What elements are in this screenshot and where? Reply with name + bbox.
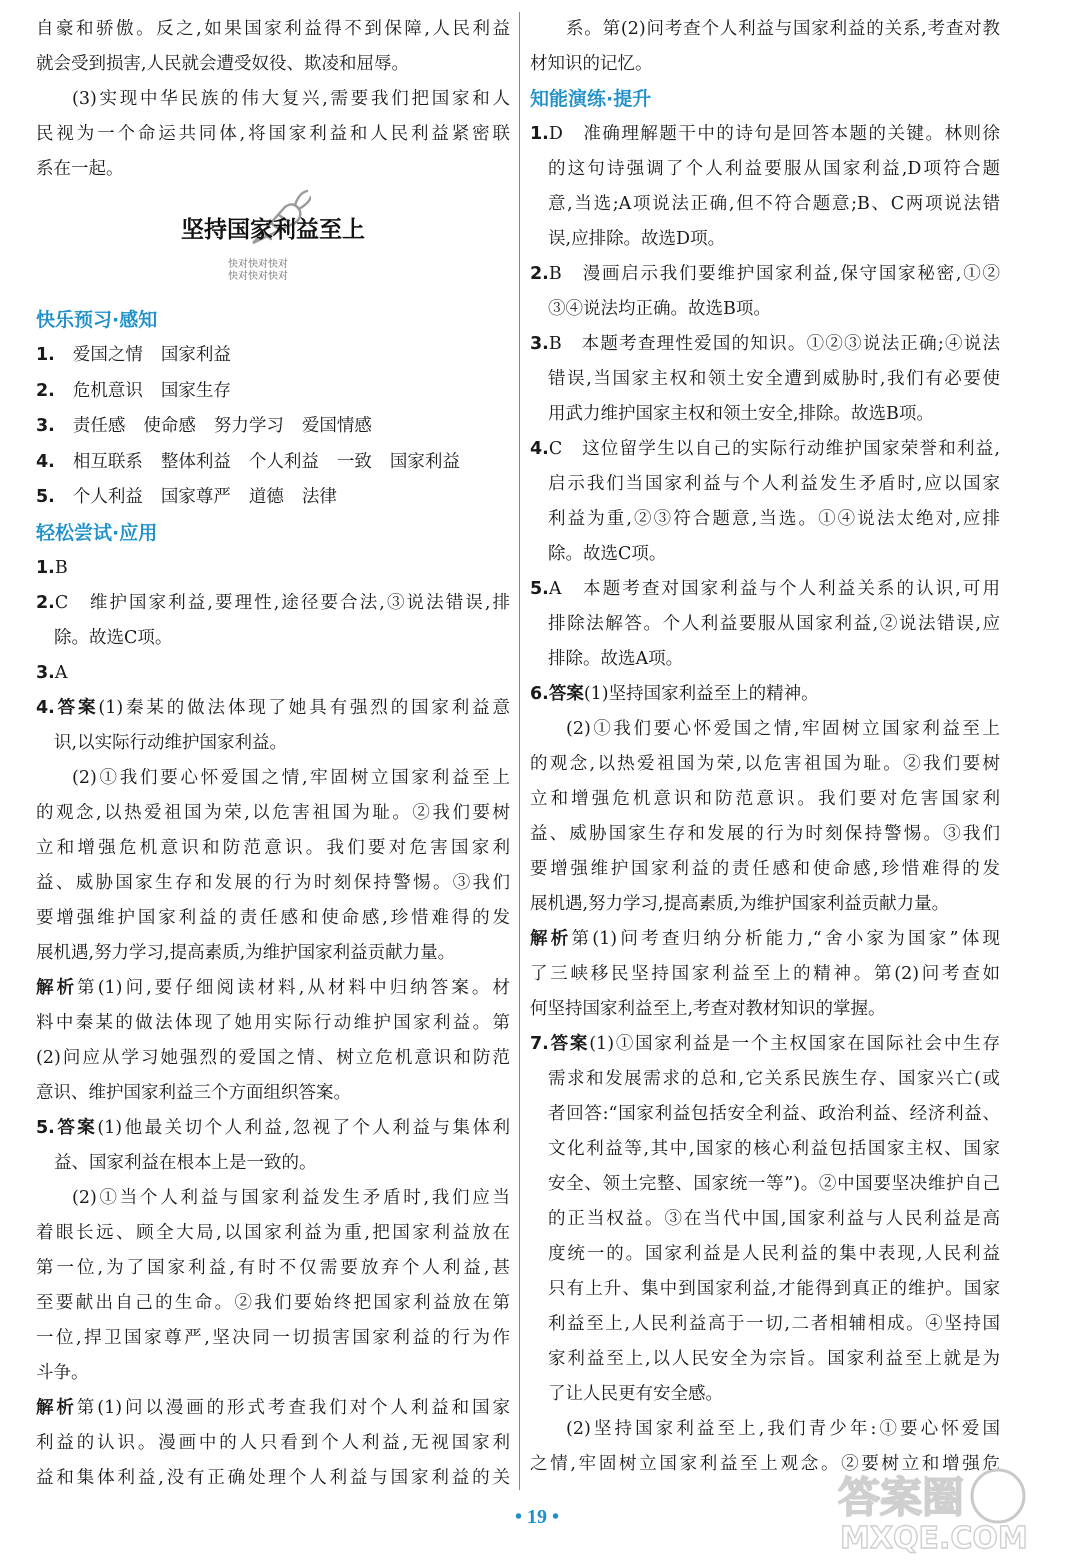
question-2: 2.B 漫画启示我们要维护国家利益,保守国家秘密,①② — [530, 264, 1000, 284]
question-number: 3. — [36, 662, 55, 683]
question-4-answer: 要增强维护国家利益的责任感和使命感,珍惜难得的发 — [36, 907, 510, 928]
fill-item — [36, 445, 510, 481]
question-5-answer: (2)①当个人利益与国家利益发生矛盾时,我们应当 — [72, 1187, 510, 1208]
question-4-explanation: 意识、维护国家利益三个方面组织答案。 — [36, 1082, 351, 1103]
question-5-explanation: 利益的认识。漫画中的人只看到个人利益,无视国家利 — [36, 1432, 510, 1453]
question-2: ③④说法均正确。故选B项。 — [548, 299, 771, 319]
question-6-answer: 益、威胁国家生存和发展的行为时刻保持警惕。③我们 — [530, 824, 1000, 844]
fill-word: 相互联系 — [72, 451, 143, 472]
lesson-subtitle: 快对快对快对 — [228, 271, 288, 282]
question-6-answer: 立和增强危机意识和防范意识。我们要对危害国家利 — [530, 789, 1000, 809]
lesson-title: 坚持国家利益至上 — [181, 217, 365, 243]
question-4: 4.C 这位留学生以自己的实际行动维护国家荣誉和利益, — [530, 439, 1000, 459]
question-number: 6. — [530, 684, 549, 704]
question-1: 意,当选;A项说法正确,但不符合题意;B、C两项说法错 — [548, 194, 1000, 214]
question-7-answer: 利益至上,人民利益高于一切,二者相辅相成。④坚持国 — [548, 1314, 1000, 1334]
question-4-answer: (2)①我们要心怀爱国之情,牢固树立国家利益至上 — [72, 767, 510, 788]
question-3: 3.B 本题考查理性爱国的知识。①②③说法正确;④说法 — [530, 334, 1000, 354]
fill-item — [36, 409, 510, 445]
question-number: 4. — [36, 451, 55, 472]
answer-label: 答案 — [548, 684, 584, 704]
question-7-answer: 7.答案(1)①国家利益是一个主权国家在国际社会中生存 — [530, 1034, 1000, 1054]
lesson-subtitle: 快对快对快对 — [228, 259, 288, 270]
answer-label: 解析 — [36, 1397, 77, 1418]
page-number: • 19 • — [514, 1506, 559, 1528]
question-3: 错误,当国家主权和领土安全遭到威胁时,我们有必要使 — [548, 369, 1000, 389]
column-divider — [519, 12, 520, 1490]
answer-label: 答案 — [548, 1034, 590, 1054]
question-3: 3.A — [36, 662, 68, 683]
question-3: 用武力维护国家主权和领土安全,排除。故选B项。 — [548, 404, 934, 424]
question-6-answer: 展机遇,努力学习,提高素质,为维护国家利益贡献力量。 — [530, 894, 950, 914]
fill-word: 国家利益 — [160, 345, 231, 365]
fill-word: 整体利益 — [160, 451, 231, 472]
fill-word: 法律 — [301, 487, 337, 507]
question-number: 5. — [36, 1117, 55, 1138]
question-1: 误,应排除。故选D项。 — [548, 229, 726, 249]
question-number: 2. — [36, 380, 55, 401]
fill-item — [36, 480, 510, 516]
question-1: 1.D 准确理解题干中的诗句是回答本题的关键。林则徐 — [530, 124, 1000, 144]
question-4: 启示我们当国家利益与个人利益发生矛盾时,应以国家 — [548, 474, 1000, 494]
fill-word: 道德 — [248, 487, 284, 507]
question-7-answer: 文化利益等,其中,国家的核心利益包括国家主权、国家 — [548, 1139, 1000, 1159]
question-5: 5.A 本题考查对国家利益与个人利益关系的认识,可用 — [530, 579, 1000, 599]
question-5-answer: 益、国家利益在根本上是一致的。 — [54, 1152, 317, 1173]
section-title: 知能演练·提升 — [530, 88, 652, 110]
question-4-answer: 立和增强危机意识和防范意识。我们要对危害国家利 — [36, 837, 510, 858]
question-4-answer: 的观念,以热爱祖国为荣,以危害祖国为耻。②我们要树 — [36, 802, 510, 823]
question-7-answer: 度统一的。国家利益是人民利益的集中表现,人民利益 — [548, 1244, 1000, 1264]
question-5-answer: 一位,捍卫国家尊严,坚决同一切损害国家利益的行为作 — [36, 1327, 510, 1348]
fill-word: 国家生存 — [160, 380, 231, 401]
question-7-answer: 了让人民更有安全感。 — [548, 1384, 723, 1404]
fill-word: 爱国情感 — [301, 416, 372, 436]
question-5-answer: 着眼长远、顾全大局,以国家利益为重,把国家利益放在 — [36, 1222, 510, 1243]
question-2: 除。故选C项。 — [54, 627, 173, 648]
question-5-answer: 斗争。 — [36, 1362, 89, 1383]
question-4-explanation: 解析第(1)问,要仔细阅读材料,从材料中归纳答案。材 — [36, 977, 510, 998]
question-6-answer: 要增强维护国家利益的责任感和使命感,珍惜难得的发 — [530, 859, 1000, 879]
fill-word: 个人利益 — [248, 451, 319, 472]
continued-explanation: 系。第(2)问考查个人利益与国家利益的关系,考查对教 — [566, 19, 1000, 39]
fill-word: 责任感 — [72, 416, 126, 436]
watermark-logo — [830, 1462, 1060, 1554]
question-number: 5. — [530, 579, 549, 599]
left-column — [36, 12, 510, 1496]
answer-label: 答案 — [54, 1117, 98, 1138]
question-6-explanation: 了三峡移民坚持国家利益至上的精神。第(2)问考查如 — [530, 964, 1000, 984]
question-1: 1.B — [36, 557, 68, 578]
question-7-answer: 之情,牢固树立国家利益至上观念。②要树立和增强危 — [530, 1454, 1000, 1474]
question-5-answer: 第一位,为了国家利益,有时不仅需要放弃个人利益,甚 — [36, 1257, 510, 1278]
fill-word: 个人利益 — [72, 487, 143, 507]
question-4: 利益为重,②③符合题意,当选。①④说法太绝对,应排 — [548, 509, 1000, 529]
lesson-title-block — [36, 187, 510, 303]
question-5-explanation: 益和集体利益,没有正确处理个人利益与国家利益的关 — [36, 1467, 510, 1488]
question-7-answer: 安全、领土完整、国家统一等”)。②中国要坚决维护自己 — [548, 1174, 1000, 1194]
question-4-answer: 益、威胁国家生存和发展的行为时刻保持警惕。③我们 — [36, 872, 510, 893]
question-4-explanation: (2)问应从学习她强烈的爱国之情、树立危机意识和防范 — [36, 1047, 510, 1068]
question-5-answer: 5.答案(1)他最关切个人利益,忽视了个人利益与集体利 — [36, 1117, 510, 1138]
fill-word: 国家尊严 — [160, 487, 231, 507]
fill-item — [36, 338, 510, 374]
question-5: 排除法解答。个人利益要服从国家利益,②说法错误,应 — [548, 614, 1000, 634]
watermark-url: MXQE.COM — [840, 1521, 1028, 1554]
question-4-answer: 展机遇,努力学习,提高素质,为维护国家利益贡献力量。 — [36, 942, 456, 963]
question-number: 1. — [530, 124, 549, 144]
question-number: 4. — [530, 439, 549, 459]
intro-line: 就会受到损害,人民就会遭受奴役、欺凌和屈辱。 — [36, 54, 410, 74]
answer-label: 解析 — [530, 929, 572, 949]
question-number: 7. — [530, 1034, 549, 1054]
intro-line: 系在一起。 — [36, 159, 124, 179]
question-number: 2. — [36, 592, 55, 613]
question-4-answer: 识,以实际行动维护国家利益。 — [54, 732, 288, 753]
question-6-answer: 6.答案(1)坚持国家利益至上的精神。 — [530, 684, 819, 704]
question-7-answer: 需求和发展需求的总和,它关系民族生存、国家兴亡(或 — [548, 1069, 1000, 1089]
question-6-answer: 的观念,以热爱祖国为荣,以危害祖国为耻。②我们要树 — [530, 754, 1000, 774]
fill-word: 国家利益 — [389, 451, 460, 472]
right-column — [530, 12, 1000, 1482]
question-number: 1. — [36, 345, 55, 365]
fill-word: 危机意识 — [72, 380, 143, 401]
question-1: 的这句诗强调了个人利益要服从国家利益,D项符合题 — [548, 159, 1000, 179]
fill-word: 爱国之情 — [72, 345, 143, 365]
question-number: 3. — [530, 334, 549, 354]
question-7-answer: 只有上升、集中到国家利益,才能得到真正的维护。国家 — [548, 1279, 1000, 1299]
continued-explanation: 材知识的记忆。 — [530, 54, 653, 74]
question-5-explanation: 解析第(1)问以漫画的形式考查我们对个人利益和国家 — [36, 1397, 510, 1418]
section-title: 轻松尝试·应用 — [36, 521, 158, 544]
question-4-answer: 4.答案(1)秦某的做法体现了她具有强烈的国家利益意 — [36, 697, 510, 718]
question-4: 除。故选C项。 — [548, 544, 667, 564]
question-2: 2.C 维护国家利益,要理性,途径要合法,③说法错误,排 — [36, 592, 510, 613]
intro-line: 民视为一个命运共同体,将国家利益和人民利益紧密联 — [36, 124, 510, 144]
fill-word: 一致 — [336, 451, 372, 472]
question-7-answer: 的正当权益。③在当代中国,国家利益与人民利益是高 — [548, 1209, 1000, 1229]
question-number: 1. — [36, 557, 55, 578]
question-number: 3. — [36, 416, 55, 436]
question-7-answer: 者回答:“国家利益包括安全利益、政治利益、经济利益、 — [548, 1104, 1000, 1124]
question-number: 2. — [530, 264, 549, 284]
section-title: 快乐预习·感知 — [36, 309, 158, 331]
intro-line: (3)实现中华民族的伟大复兴,需要我们把国家和人 — [72, 89, 510, 109]
fill-word: 努力学习 — [213, 416, 284, 436]
question-6-explanation: 解析第(1)问考查归纳分析能力,“舍小家为国家”体现 — [530, 929, 1000, 949]
question-5-answer: 至要献出自己的生命。②我们要始终把国家利益放在第 — [36, 1292, 510, 1313]
watermark-text: 答案圈 — [838, 1473, 965, 1522]
fill-item — [36, 374, 510, 410]
question-4-explanation: 料中秦某的做法体现了她用实际行动维护国家利益。第 — [36, 1012, 510, 1033]
question-6-explanation: 何坚持国家利益至上,考查对教材知识的掌握。 — [530, 999, 886, 1019]
question-number: 4. — [36, 697, 55, 718]
answer-label: 答案 — [54, 697, 99, 718]
question-7-answer: (2)坚持国家利益至上,我们青少年:①要心怀爱国 — [566, 1419, 1000, 1439]
question-number: 5. — [36, 487, 55, 507]
question-7-answer: 家利益至上,以人民安全为宗旨。国家利益至上就是为 — [548, 1349, 1000, 1369]
answer-label: 解析 — [36, 977, 78, 998]
question-6-answer: (2)①我们要心怀爱国之情,牢固树立国家利益至上 — [566, 719, 1000, 739]
question-5: 排除。故选A项。 — [548, 649, 684, 669]
fill-word: 使命感 — [143, 416, 196, 436]
intro-line: 自豪和骄傲。反之,如果国家利益得不到保障,人民利益 — [36, 19, 510, 39]
